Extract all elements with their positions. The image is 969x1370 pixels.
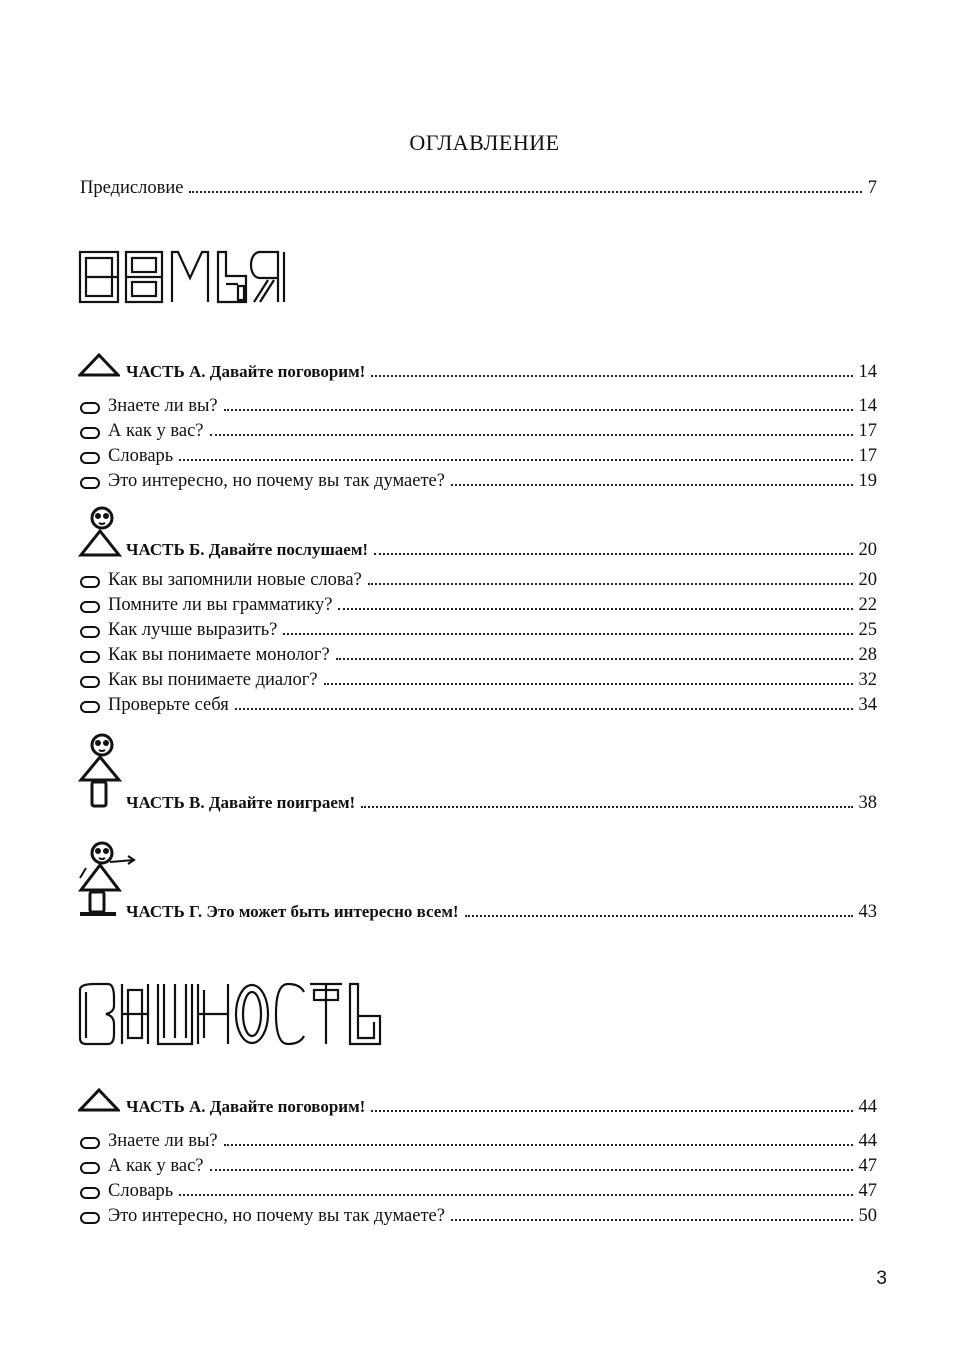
dot-leader [224, 409, 853, 411]
toc-entry[interactable] [80, 693, 877, 717]
toc-page: 34 [858, 695, 877, 715]
toc-page: 43 [858, 902, 877, 922]
toc-page: 50 [858, 1206, 877, 1226]
toc-entry[interactable] [80, 1154, 877, 1178]
toc-page: 17 [858, 421, 877, 441]
dot-leader [338, 608, 852, 610]
toc-label: Проверьте себя [108, 695, 229, 715]
dot-leader [235, 708, 853, 710]
section-title-appearance [78, 982, 438, 1048]
dot-leader [451, 484, 853, 486]
toc-entry[interactable] [80, 1129, 877, 1153]
dot-leader [451, 1219, 853, 1221]
dot-leader [179, 1194, 852, 1196]
toc-entry[interactable] [80, 643, 877, 667]
toc-label: ЧАСТЬ А. Давайте поговорим! [126, 362, 366, 381]
dot-leader [224, 1144, 853, 1146]
toc-page: 20 [858, 570, 877, 590]
dot-leader [336, 658, 853, 660]
toc-entry[interactable] [80, 568, 877, 592]
toc-page: 44 [858, 1097, 877, 1117]
section-title-appearance-art [78, 982, 438, 1048]
toc-page: 17 [858, 446, 877, 466]
toc-label: А как у вас? [108, 421, 204, 441]
toc-label: ЧАСТЬ Г. Это может быть интересно всем! [126, 902, 459, 921]
toc-label: ЧАСТЬ А. Давайте поговорим! [126, 1097, 366, 1116]
toc-entry-part[interactable] [80, 1095, 877, 1119]
toc-label: Предисловие [80, 178, 184, 198]
toc-page: 19 [858, 471, 877, 491]
dot-leader [324, 683, 853, 685]
toc-entry[interactable] [80, 593, 877, 617]
dot-leader [371, 1110, 852, 1112]
toc-label: Это интересно, но почему вы так думаете? [108, 1206, 445, 1226]
section-title-family [78, 248, 323, 308]
toc-entry-part[interactable] [80, 538, 877, 562]
toc-entry[interactable] [80, 394, 877, 418]
toc-page: 44 [858, 1131, 877, 1151]
toc-label: Помните ли вы грамматику? [108, 595, 333, 615]
toc-page: 22 [858, 595, 877, 615]
dot-leader [210, 434, 853, 436]
toc-label: Знаете ли вы? [108, 1131, 218, 1151]
toc-label: А как у вас? [108, 1156, 204, 1176]
toc-page: 47 [858, 1181, 877, 1201]
dot-leader [210, 1169, 853, 1171]
dot-leader [465, 915, 853, 917]
toc-label: Словарь [108, 1181, 174, 1201]
toc-entry-part[interactable] [80, 791, 877, 815]
page-title: ОГЛАВЛЕНИЕ [409, 130, 560, 155]
toc-page: 28 [858, 645, 877, 665]
toc-label: Как вы запомнили новые слова? [108, 570, 362, 590]
page-number: 3 [876, 1268, 887, 1289]
toc-entry[interactable] [80, 444, 877, 468]
toc-page: 38 [858, 793, 877, 813]
toc-entry[interactable] [80, 1179, 877, 1203]
dot-leader [361, 806, 852, 808]
toc-entry[interactable] [80, 469, 877, 493]
toc-label: Как вы понимаете диалог? [108, 670, 318, 690]
toc-page: 25 [858, 620, 877, 640]
toc-label: Это интересно, но почему вы так думаете? [108, 471, 445, 491]
toc-label: ЧАСТЬ Б. Давайте послушаем! [126, 540, 369, 559]
toc-entry-part[interactable] [80, 900, 877, 924]
dot-leader [368, 583, 853, 585]
toc-page: 7 [867, 178, 877, 198]
toc-label: Словарь [108, 446, 174, 466]
toc-label: ЧАСТЬ В. Давайте поиграем! [126, 793, 356, 812]
toc-page: 14 [858, 396, 877, 416]
dot-leader [374, 553, 852, 555]
toc-label: Знаете ли вы? [108, 396, 218, 416]
toc-entry[interactable] [80, 668, 877, 692]
toc-entry-part[interactable] [80, 360, 877, 384]
dot-leader [371, 375, 852, 377]
toc-page: 32 [858, 670, 877, 690]
toc-page: 47 [858, 1156, 877, 1176]
section-title-family-art [78, 248, 323, 308]
toc-page: 20 [858, 540, 877, 560]
toc-entry[interactable] [80, 419, 877, 443]
toc-entry[interactable] [80, 618, 877, 642]
toc-entry[interactable] [80, 1204, 877, 1228]
toc-entry-preface[interactable] [80, 176, 877, 200]
toc-label: Как вы понимаете монолог? [108, 645, 330, 665]
dot-leader [179, 459, 852, 461]
dot-leader [189, 191, 861, 193]
toc-label: Как лучше выразить? [108, 620, 278, 640]
toc-page: 14 [858, 362, 877, 382]
dot-leader [283, 633, 852, 635]
